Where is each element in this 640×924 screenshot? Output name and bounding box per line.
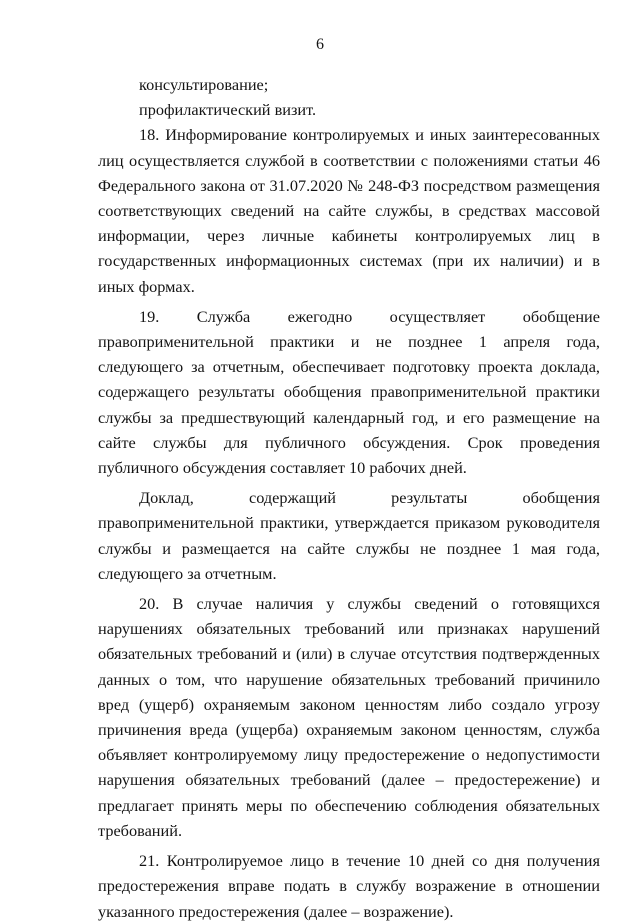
paragraph-list-item-consulting: консультирование; — [139, 75, 269, 94]
document-body — [98, 72, 600, 924]
paragraph-item-18: 18. Информирование контролируемых и иных заинтересованных лиц осуществляется службой в соответствии с положениями статьи 46 Федерального закона от 31.07.2020 № 248-ФЗ посредством размещения соответствующих сведений на сайте службы, в средствах массовой информации, через личные кабинеты контролируемых лиц в государственных информационных системах (при их наличии) и в иных формах. — [98, 125, 600, 296]
paragraph-item-21: 21. Контролируемое лицо в течение 10 дней со дня получения предостережения вправе подать в службу возражение в отношении указанного предостережения (далее – возражение). — [98, 851, 600, 921]
paragraph-item-19: 19. Служба ежегодно осуществляет обобщение правоприменительной практики и не позднее 1 апреля года, следующего за отчетным, обеспечивает подготовку проекта доклада, содержащего результаты обобщения правоприменительной практики службы за предшествующий календарный год, и его размещение на сайте службы для публичного обсуждения. Срок проведения публичного обсуждения составляет 10 рабочих дней. — [98, 306, 600, 478]
paragraph-list-item-preventive-visit: профилактический визит. — [139, 100, 317, 120]
paragraph-report-approval: Доклад, содержащий результаты обобщения правоприменительной практики, утверждается приказом руководителя службы и размещается на сайте службы не позднее 1 мая года, следующего за отчетным. — [98, 488, 600, 583]
page-number: 6 — [316, 36, 324, 53]
paragraph-item-20: 20. В случае наличия у службы сведений о готовящихся нарушениях обязательных требований или признаках нарушений обязательных требований и (или) в случае отсутствия подтвержденных данных о том, что нарушение обязательных требований причинило вред (ущерб) охраняемым законом ценностям либо создало угрозу причинения вреда (ущерба) охраняемым законом ценностям, служба объявляет контролируемому лицу предостережение о недопустимости нарушения обязательных требований (далее – предостережение) и предлагает принять меры по обеспечению соблюдения обязательных требований. — [98, 594, 600, 840]
